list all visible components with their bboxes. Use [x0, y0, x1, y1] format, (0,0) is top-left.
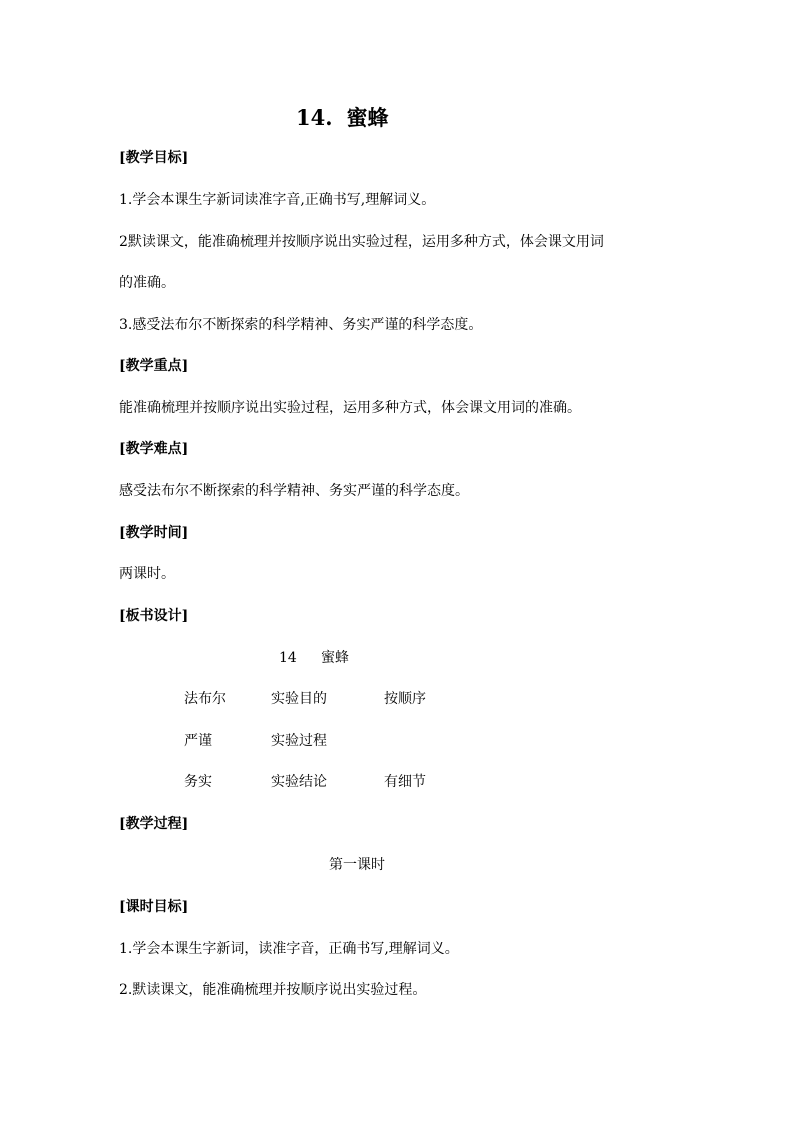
time-text: 两课时。 [119, 566, 175, 582]
board-heading: [板书设计] [119, 608, 189, 624]
board-cell: 法布尔 [184, 691, 226, 707]
board-cell: 按顺序 [384, 691, 426, 707]
lesson-goal-line-2: 2.默读课文，能准确梳理并按顺序说出实验过程。 [119, 982, 427, 998]
board-cell: 实验目的 [271, 691, 327, 707]
objective-line-1: 1.学会本课生字新词读准字音,正确书写,理解词义。 [119, 192, 436, 208]
board-title-text: 蜜蜂 [321, 650, 349, 666]
board-cell: 务实 [184, 774, 212, 790]
page-title [296, 104, 389, 132]
process-heading: [教学过程] [119, 816, 189, 832]
key-points-text: 能准确梳理并按顺序说出实验过程，运用多种方式，体会课文用词的准确。 [119, 400, 581, 416]
board-title [279, 648, 349, 668]
board-number: 14 [279, 650, 297, 666]
objective-line-2: 2默读课文，能准确梳理并按顺序说出实验过程，运用多种方式，体会课文用词 [119, 234, 604, 250]
title-text: 蜜蜂 [346, 105, 389, 130]
board-cell: 严谨 [184, 733, 212, 749]
difficulties-heading: [教学难点] [119, 441, 189, 457]
board-cell: 实验结论 [271, 774, 327, 790]
time-heading: [教学时间] [119, 525, 189, 541]
title-number: 14. [296, 105, 333, 130]
objective-line-3: 3.感受法布尔不断探索的科学精神、务实严谨的科学态度。 [119, 317, 483, 333]
first-lesson-label: 第一课时 [329, 857, 385, 873]
key-points-heading: [教学重点] [119, 358, 189, 374]
lesson-goals-heading: [课时目标] [119, 899, 189, 915]
board-cell: 有细节 [384, 774, 426, 790]
board-cell: 实验过程 [271, 733, 327, 749]
lesson-goal-line-1: 1.学会本课生字新词，读准字音，正确书写,理解词义。 [119, 941, 459, 957]
objective-line-2-continued: 的准确。 [119, 275, 175, 291]
objectives-heading: [教学目标] [119, 150, 189, 166]
difficulties-text: 感受法布尔不断探索的科学精神、务实严谨的科学态度。 [119, 483, 469, 499]
